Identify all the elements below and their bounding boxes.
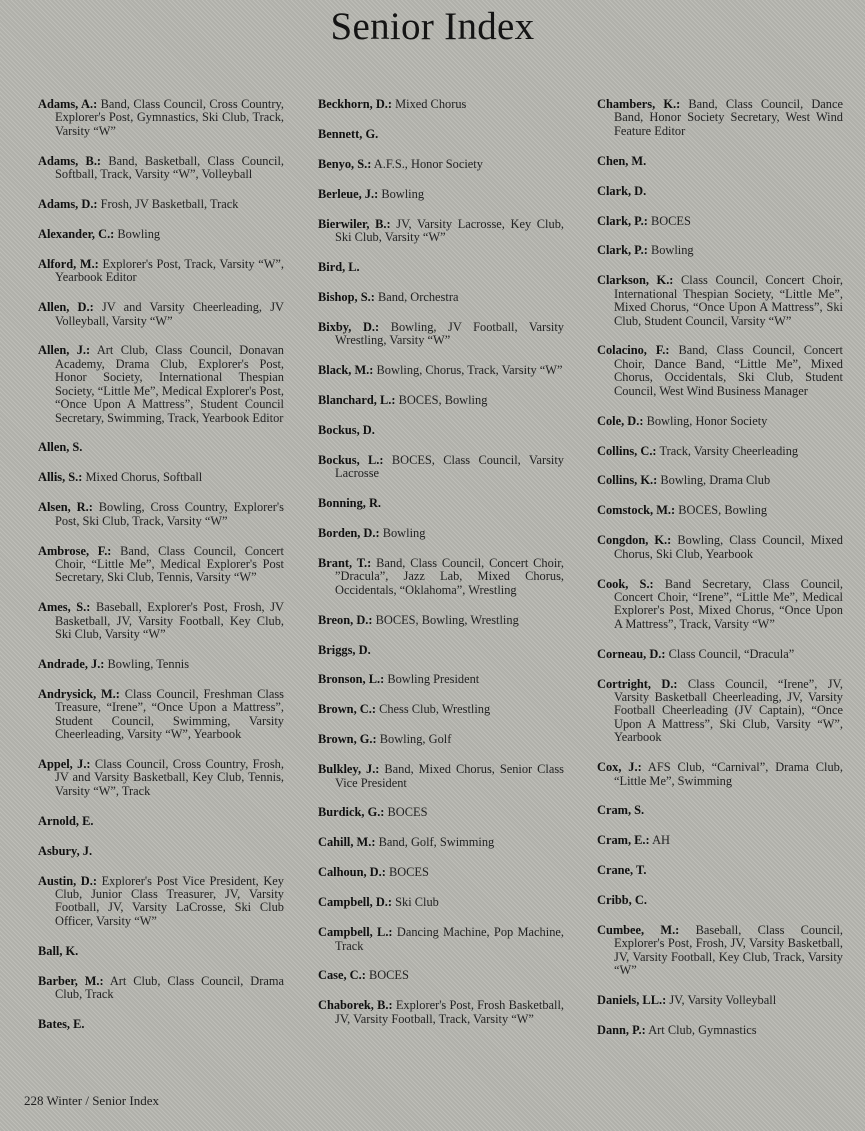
index-entry — [597, 474, 843, 487]
student-name: Corneau, D.: — [597, 646, 666, 661]
index-entry — [38, 658, 284, 671]
student-name: Allen, J.: — [38, 343, 91, 358]
student-name: Andrysick, M.: — [38, 686, 120, 701]
student-name: Dann, P.: — [597, 1023, 646, 1038]
index-entry — [597, 415, 843, 428]
index-entry — [318, 763, 564, 790]
index-entry — [318, 158, 564, 171]
student-name: Ames, S.: — [38, 600, 91, 615]
student-name: Austin, D.: — [38, 873, 97, 888]
index-entry — [597, 924, 843, 978]
student-name: Alsen, R.: — [38, 500, 93, 515]
student-activities: Band, Basketball, Class Council, Softball, Track, Varsity “W”, Volleyball — [55, 153, 284, 182]
student-name: Clark, P.: — [597, 243, 648, 258]
index-entry — [318, 896, 564, 909]
student-name: Bronson, L.: — [318, 672, 385, 687]
student-activities: Bowling, Drama Club — [660, 473, 771, 488]
student-name: Black, M.: — [318, 363, 374, 378]
index-entry — [597, 678, 843, 745]
student-name: Bockus, L.: — [318, 452, 384, 467]
student-name: Chambers, K.: — [597, 97, 681, 111]
student-activities: Bowling President — [387, 672, 480, 687]
student-name: Blanchard, L.: — [318, 392, 396, 407]
student-name: Cumbee, M.: — [597, 923, 680, 938]
student-name: Collins, C.: — [597, 443, 657, 458]
student-activities: Band, Class Council, Concert Choir, “Little Me”, Medical Explorer's Post Secretary, Ski Club, Tennis, Varsity “W” — [55, 543, 284, 585]
student-activities: BOCES, Bowling — [398, 392, 488, 407]
index-entry — [38, 344, 284, 424]
student-activities: Frosh, JV Basketball, Track — [100, 197, 239, 212]
index-entry — [318, 733, 564, 746]
index-entry — [318, 188, 564, 201]
student-activities: Explorer's Post, Frosh Basketball, JV, Varsity Football, Track, Varsity “W” — [335, 998, 564, 1026]
student-name: Allen, S. — [38, 440, 83, 455]
student-activities: BOCES, Bowling — [678, 503, 768, 518]
index-entry — [597, 894, 843, 907]
index-entry — [318, 836, 564, 849]
index-entry — [597, 534, 843, 561]
index-entry — [597, 834, 843, 847]
student-activities: BOCES — [388, 865, 429, 880]
student-name: Briggs, D. — [318, 642, 371, 657]
index-entry — [318, 261, 564, 274]
index-entry — [318, 703, 564, 716]
student-activities: JV, Varsity Lacrosse, Key Club, Ski Club, Varsity “W” — [335, 216, 564, 245]
index-entry — [597, 804, 843, 817]
student-name: Bulkley, J.: — [318, 762, 380, 777]
student-name: Appel, J.: — [38, 757, 91, 771]
student-name: Case, C.: — [318, 968, 366, 983]
student-name: Allen, D.: — [38, 300, 94, 315]
student-name: Alford, M.: — [38, 256, 99, 271]
student-name: Burdick, G.: — [318, 805, 385, 820]
student-name: Cahill, M.: — [318, 835, 376, 850]
index-column-3 — [597, 98, 843, 1054]
student-name: Ball, K. — [38, 943, 79, 958]
index-entry — [318, 497, 564, 510]
student-activities: Band, Class Council, Concert Choir, ”Dracula”, Jazz Lab, Mixed Chorus, Occidentals, “Oklahoma”, Wrestling — [335, 555, 564, 597]
student-name: Crane, T. — [597, 863, 647, 878]
student-name: Barber, M.: — [38, 973, 104, 988]
index-entry — [38, 845, 284, 858]
index-entry — [38, 875, 284, 929]
index-entry — [597, 761, 843, 788]
student-name: Collins, K.: — [597, 473, 658, 488]
student-name: Adams, D.: — [38, 197, 98, 212]
index-entry — [318, 394, 564, 407]
student-activities: Baseball, Class Council, Explorer's Post, Frosh, JV, Varsity Basketball, JV, Varsity Football, Key Club, Track, Varsity “W” — [614, 923, 843, 978]
index-entry — [38, 945, 284, 958]
index-entry — [318, 866, 564, 879]
student-activities: Band, Orchestra — [377, 289, 459, 304]
student-name: Allis, S.: — [38, 470, 83, 485]
student-name: Brant, T.: — [318, 555, 372, 570]
student-name: Calhoun, D.: — [318, 865, 386, 880]
student-activities: Band, Mixed Chorus, Senior Class Vice President — [335, 762, 565, 790]
student-activities: Class Council, Freshman Class Treasure, “Irene”, “Once Upon a Mattress”, Student Council, Swimming, Varsity Cheerleading, Varsity “W”, Yearbook — [55, 686, 284, 742]
student-name: Campbell, D.: — [318, 895, 392, 910]
index-entry — [38, 815, 284, 828]
index-entry — [38, 758, 284, 798]
index-entry — [597, 578, 843, 632]
index-entry — [318, 999, 564, 1026]
index-entry — [318, 969, 564, 982]
student-name: Colacino, F.: — [597, 343, 670, 358]
student-name: Arnold, E. — [38, 813, 94, 828]
index-entry — [318, 806, 564, 819]
student-name: Clark, D. — [597, 183, 647, 198]
student-activities: AFS Club, “Carnival”, Drama Club, “Little Me”, Swimming — [614, 760, 843, 788]
student-activities: BOCES — [650, 213, 691, 228]
student-activities: Class Council, “Irene”, JV, Varsity Basketball Cheerleading, JV, Varsity Football Cheerleading (JV Captain), “Once Upon A Mattress”, Ski Club, Varsity “W”, Yearbook — [614, 676, 843, 745]
index-entry — [597, 98, 843, 138]
student-activities: Bowling, Cross Country, Explorer's Post, Ski Club, Track, Varsity “W” — [55, 500, 284, 528]
index-entry — [318, 364, 564, 377]
student-name: Cook, S.: — [597, 576, 654, 591]
index-entry — [597, 864, 843, 877]
index-entry — [38, 98, 284, 138]
student-activities: AH — [652, 833, 670, 848]
student-activities: Band Secretary, Class Council, Concert Choir, “Irene”, “Little Me”, Medical Explorer's Post, Mixed Chorus, “Once Upon A Mattress”, Track, Varsity “W” — [614, 576, 843, 631]
index-entry — [597, 445, 843, 458]
student-name: Congdon, K.: — [597, 533, 672, 548]
student-activities: BOCES — [368, 968, 409, 983]
index-entry — [38, 258, 284, 285]
student-activities: Bowling — [650, 243, 694, 258]
index-entry — [318, 291, 564, 304]
student-name: Andrade, J.: — [38, 656, 105, 671]
index-entry — [318, 527, 564, 540]
index-entry — [38, 1018, 284, 1031]
index-entry — [597, 185, 843, 198]
student-activities: Ski Club — [395, 895, 439, 910]
index-entry — [318, 218, 564, 245]
student-name: Cram, E.: — [597, 833, 650, 848]
student-name: Brown, G.: — [318, 732, 377, 747]
index-entry — [597, 155, 843, 168]
student-activities: BOCES — [387, 805, 428, 820]
index-entry — [38, 301, 284, 328]
index-entry — [38, 198, 284, 211]
student-name: Adams, B.: — [38, 153, 102, 168]
index-entry — [38, 688, 284, 742]
student-name: Cole, D.: — [597, 413, 644, 428]
index-entry — [318, 321, 564, 348]
index-entry — [597, 215, 843, 228]
student-activities: JV, Varsity Volleyball — [669, 993, 777, 1008]
index-entry — [38, 155, 284, 182]
student-name: Bird, L. — [318, 259, 360, 274]
student-activities: JV and Varsity Cheerleading, JV Volleyball, Varsity “W” — [55, 300, 284, 328]
student-name: Breon, D.: — [318, 612, 373, 627]
student-activities: Bowling — [381, 186, 425, 201]
index-column-2 — [318, 98, 564, 1043]
student-name: Chaborek, B.: — [318, 998, 393, 1013]
index-entry — [38, 601, 284, 641]
student-name: Chen, M. — [597, 153, 647, 168]
student-activities: Class Council, Concert Choir, International Thespian Society, “Little Me”, Mixed Chorus, “Once Upon A Mattress”, Ski Club, Student Council, Varsity “W” — [614, 273, 843, 328]
student-name: Cox, J.: — [597, 760, 642, 775]
student-activities: Art Club, Gymnastics — [648, 1023, 757, 1038]
index-entry — [597, 244, 843, 257]
student-name: Clarkson, K.: — [597, 273, 674, 288]
student-activities: BOCES, Bowling, Wrestling — [375, 612, 519, 627]
student-activities: Band, Golf, Swimming — [378, 835, 495, 850]
index-entry — [38, 471, 284, 484]
student-activities: Dancing Machine, Pop Machine, Track — [335, 925, 564, 953]
student-activities: Mixed Chorus — [395, 97, 467, 111]
index-entry — [318, 557, 564, 597]
student-activities: Bowling — [382, 526, 426, 540]
student-name: Brown, C.: — [318, 702, 376, 717]
index-entry — [38, 975, 284, 1002]
index-entry — [318, 454, 564, 481]
student-name: Clark, P.: — [597, 213, 648, 228]
index-entry — [38, 545, 284, 585]
student-name: Berleue, J.: — [318, 186, 379, 201]
page-title: Senior Index — [330, 5, 535, 48]
student-name: Bockus, D. — [318, 422, 375, 437]
student-name: Adams, A.: — [38, 97, 98, 111]
student-name: Bennett, G. — [318, 126, 379, 141]
student-name: Borden, D.: — [318, 526, 380, 540]
index-entry — [318, 128, 564, 141]
student-name: Daniels, LL.: — [597, 993, 667, 1008]
student-activities: A.F.S., Honor Society — [373, 156, 483, 171]
student-activities: Art Club, Class Council, Drama Club, Track — [55, 973, 285, 1001]
index-entry — [597, 504, 843, 517]
index-entry — [38, 501, 284, 528]
student-activities: Bowling, Tennis — [107, 656, 190, 671]
student-name: Cram, S. — [597, 803, 645, 818]
index-column-1 — [38, 98, 284, 1048]
student-name: Bishop, S.: — [318, 289, 375, 304]
student-activities: Mixed Chorus, Softball — [85, 470, 203, 485]
index-entry — [318, 644, 564, 657]
index-entry — [318, 926, 564, 953]
student-activities: Band, Class Council, Cross Country, Explorer's Post, Gymnastics, Ski Club, Track, Varsity “W” — [55, 97, 284, 138]
index-entry — [597, 1024, 843, 1037]
index-entry — [318, 614, 564, 627]
student-activities: BOCES, Class Council, Varsity Lacrosse — [335, 452, 564, 481]
student-activities: Baseball, Explorer's Post, Frosh, JV Basketball, JV, Varsity Football, Key Club, Ski Club, Varsity “W” — [55, 600, 284, 642]
student-name: Bonning, R. — [318, 496, 382, 511]
index-entry — [318, 424, 564, 437]
student-activities: Class Council, Cross Country, Frosh, JV and Varsity Basketball, Key Club, Tennis, Varsity “W”, Track — [55, 757, 284, 798]
student-name: Asbury, J. — [38, 843, 93, 858]
student-name: Alexander, C.: — [38, 226, 115, 241]
student-name: Bates, E. — [38, 1016, 85, 1031]
student-activities: Bowling — [117, 226, 161, 241]
student-activities: Bowling, Class Council, Mixed Chorus, Ski Club, Yearbook — [614, 533, 844, 561]
student-name: Comstock, M.: — [597, 503, 676, 518]
index-entry — [597, 344, 843, 398]
student-activities: Art Club, Class Council, Donavan Academy, Drama Club, Explorer's Post, Honor Society, International Thespian Society, “Little Me”, Medical Explorer's Post, “Once Upon A Mattress”, Student Council Secretary, Swimming, Track, Yearbook Editor — [55, 343, 284, 425]
student-activities: Chess Club, Wrestling — [379, 702, 491, 717]
index-entry — [318, 673, 564, 686]
student-activities: Explorer's Post, Track, Varsity “W”, Yearbook Editor — [55, 256, 284, 285]
page-footer: 228 Winter / Senior Index — [24, 1093, 159, 1108]
student-name: Cortright, D.: — [597, 676, 678, 691]
index-entry — [38, 228, 284, 241]
student-activities: Track, Varsity Cheerleading — [659, 443, 799, 458]
student-activities: Bowling, Chorus, Track, Varsity “W” — [376, 363, 563, 378]
student-activities: Bowling, Golf — [379, 732, 452, 747]
student-name: Beckhorn, D.: — [318, 97, 392, 111]
student-name: Campbell, L.: — [318, 925, 393, 940]
student-name: Bixby, D.: — [318, 319, 380, 334]
index-entry — [597, 994, 843, 1007]
student-activities: Bowling, JV Football, Varsity Wrestling, Varsity “W” — [335, 319, 564, 348]
student-activities: Explorer's Post Vice President, Key Club, Junior Class Treasurer, JV, Varsity Football, JV, Varsity LaCrosse, Ski Club Officer, Varsity “W” — [55, 873, 284, 928]
index-entry — [597, 648, 843, 661]
student-name: Ambrose, F.: — [38, 543, 112, 558]
student-name: Cribb, C. — [597, 893, 647, 908]
index-entry — [597, 274, 843, 328]
student-name: Benyo, S.: — [318, 156, 372, 171]
student-activities: Class Council, “Dracula” — [668, 646, 795, 661]
student-activities: Band, Class Council, Concert Choir, Dance Band, “Little Me”, Mixed Chorus, Occidentals, Ski Club, Student Council, West Wind Business Manager — [614, 343, 843, 398]
student-name: Bierwiler, B.: — [318, 216, 391, 231]
index-entry — [318, 98, 564, 111]
student-activities: Band, Class Council, Dance Band, Honor Society Secretary, West Wind Feature Editor — [614, 97, 843, 138]
student-activities: Bowling, Honor Society — [646, 413, 768, 428]
index-entry — [38, 441, 284, 454]
